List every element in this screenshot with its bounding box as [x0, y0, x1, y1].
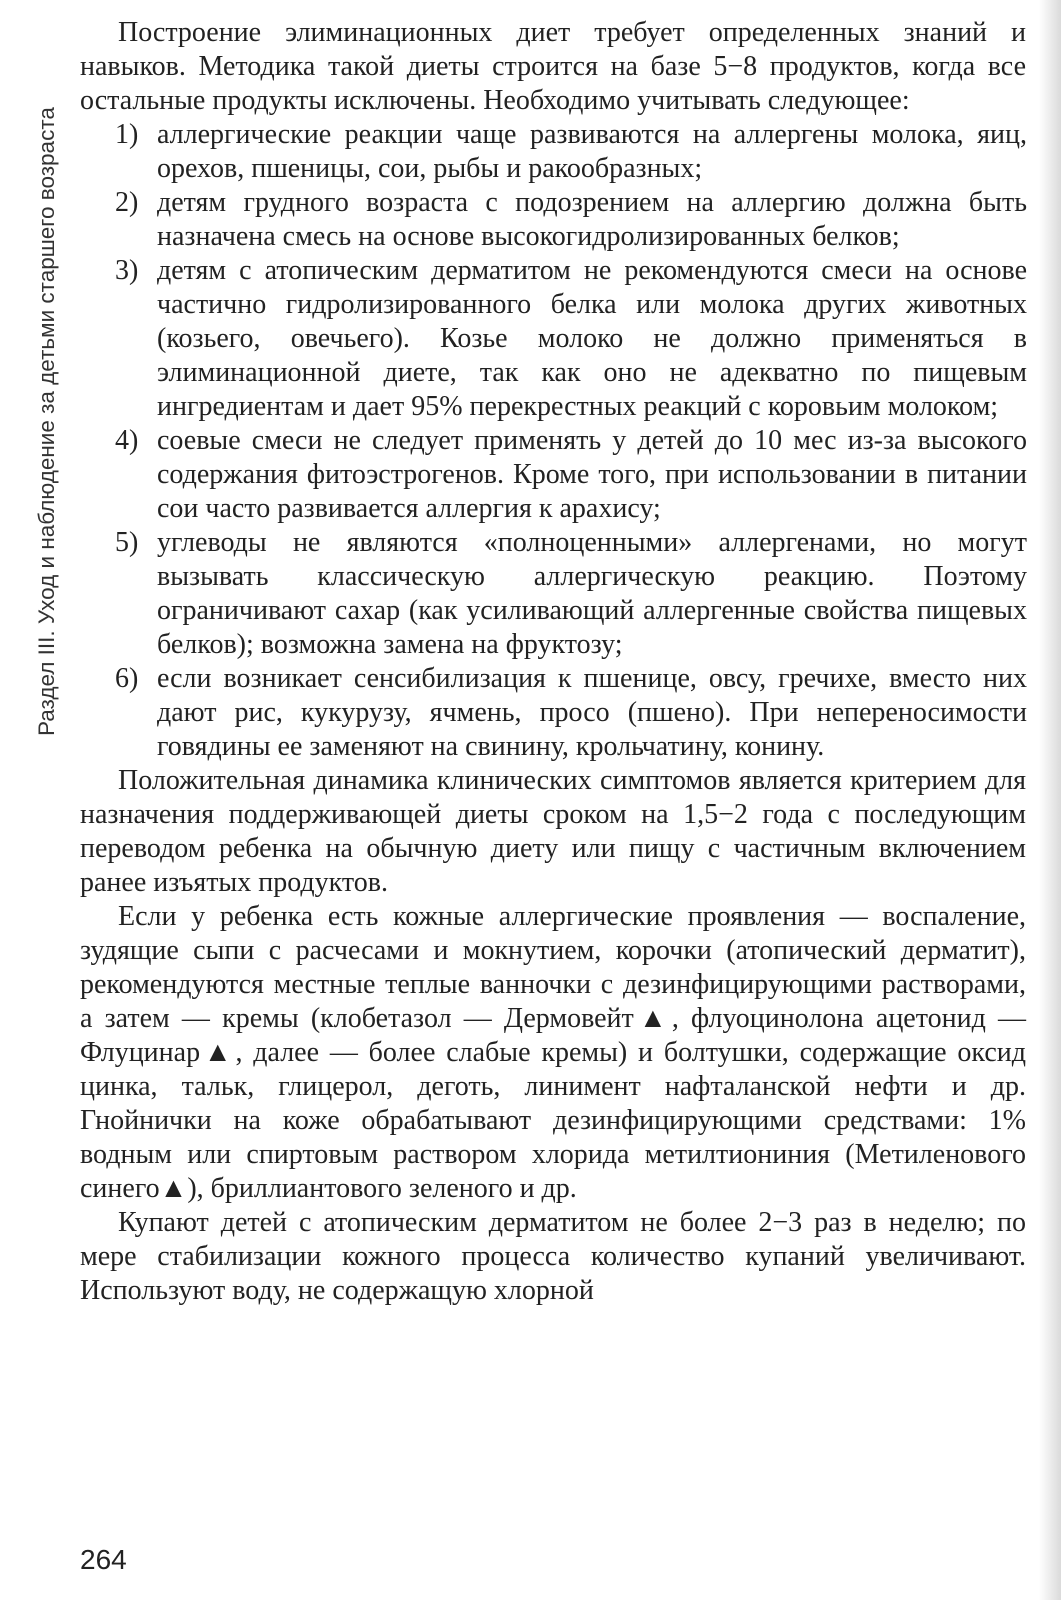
list-item — [80, 662, 1027, 764]
list-item — [80, 118, 1027, 186]
running-header: Раздел III. Уход и наблюдение за детьми старшего возраста — [34, 107, 59, 736]
page-number: 264 — [80, 1544, 127, 1575]
body-paragraph: Купают детей с атопическим дерматитом не более 2−3 раз в неделю; по мере стабилизации кожного процесса количество купаний увеличивают. Используют воду, не содержащую хлорной — [80, 1207, 1026, 1306]
list-item-number: 1) — [115, 119, 139, 150]
page-edge-shadow — [1039, 0, 1061, 1600]
list-item-text: детям с атопическим дерматитом не рекомендуются смеси на основе частично гидролизированного белка или молока других животных (козьего, овечьего). Козье молоко не должно применяться в элиминационной диете, так как оно не адекватно по пищевым ингредиентам и дает 95% перекрестных реакций с коровьим молоком; — [157, 255, 1027, 422]
body-paragraph: Положительная динамика клинических симптомов является критерием для назначения поддерживающей диеты сроком на 1,5−2 года с последующим переводом ребенка на обычную диету или пищу с частичным включением ранее изъятых продуктов. — [80, 765, 1026, 898]
intro-paragraph: Построение элиминационных диет требует определенных знаний и навыков. Методика такой диеты строится на базе 5−8 продуктов, когда все остальные продукты исключены. Необходимо учитывать следующее: — [80, 17, 1026, 116]
list-item-text: детям грудного возраста с подозрением на аллергию должна быть назначена смесь на основе высокогидролизированных белков; — [157, 187, 1027, 252]
list-item-number: 5) — [115, 527, 139, 558]
list-item-text: углеводы не являются «полноценными» аллергенами, но могут вызывать классическую аллергическую реакцию. Поэтому ограничивают сахар (как усиливающий аллергенные свойства пищевых белков); возможна замена на фруктозу; — [157, 527, 1027, 660]
list-item — [80, 254, 1027, 424]
list-item — [80, 186, 1027, 254]
list-item-number: 2) — [115, 187, 139, 218]
list-item-number: 6) — [115, 663, 139, 694]
list-item-number: 4) — [115, 425, 139, 456]
list-item-text: если возникает сенсибилизация к пшенице, овсу, гречихе, вместо них дают рис, кукурузу, ячмень, просо (пшено). При непереносимости говядины ее заменяют на свинину, крольчатину, конину. — [157, 663, 1027, 762]
list-item-text: соевые смеси не следует применять у детей до 10 мес из-за высокого содержания фитоэстрогенов. Кроме того, при использовании в питании сои часто развивается аллергия к арахису; — [157, 425, 1027, 524]
list-item-number: 3) — [115, 255, 139, 286]
list-item-text: аллергические реакции чаще развиваются на аллергены молока, яиц, орехов, пшеницы, сои, рыбы и ракообразных; — [157, 119, 1027, 184]
page-body — [80, 16, 1026, 1308]
diet-rules-list — [80, 118, 1026, 764]
list-item — [80, 526, 1027, 662]
list-item — [80, 424, 1027, 526]
body-paragraph: Если у ребенка есть кожные аллергические проявления — воспаление, зудящие сыпи с расчесами и мокнутием, корочки (атопический дерматит), рекомендуются местные теплые ванночки с дезинфицирующими растворами, а затем — кремы (клобетазол — Дермовейт▲, флуоцинолона ацетонид — Флуцинар▲, далее — более слабые кремы) и болтушки, содержащие оксид цинка, тальк, глицерол, деготь, линимент нафталанской нефти и др. Гнойнички на коже обрабатывают дезинфицирующими средствами: 1% водным или спиртовым раствором хлорида метилтиониния (Метиленового синего▲), бриллиантового зеленого и др. — [80, 901, 1026, 1204]
